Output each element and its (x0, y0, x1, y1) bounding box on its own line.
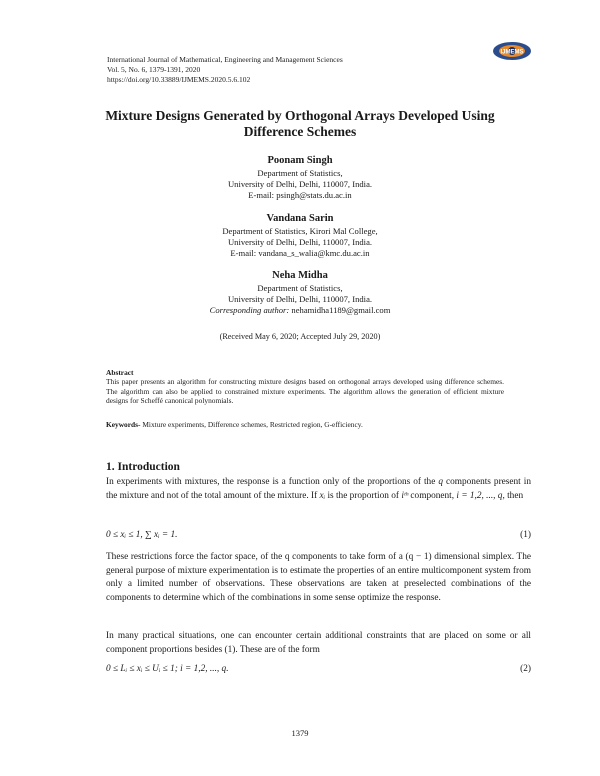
author-dept: Department of Statistics, (257, 283, 343, 293)
journal-doi[interactable]: https://doi.org/10.33889/IJMEMS.2020.5.6.102 (107, 75, 251, 84)
equation-2-body: 0 ≤ Lᵢ ≤ xᵢ ≤ Uᵢ ≤ 1; i = 1,2, ..., q. (106, 664, 229, 674)
author-1 (150, 153, 450, 201)
keywords-label: Keywords- (106, 420, 141, 429)
logo-text: IJMEMS (500, 49, 524, 56)
author-univ: University of Delhi, Delhi, 110007, India. (227, 237, 373, 247)
equation-1-body: 0 ≤ xᵢ ≤ 1, ∑ xᵢ = 1. (106, 530, 178, 540)
paragraph-2: These restrictions force the factor space, of the q components to take form of a (q − 1) dimensional simplex. The general purpose of mixture experimentation is to estimate the properties of an entire multicomponent system from only a limited number of observations. These observations are taken at preselected combinations of the components to determine which of the combinations in some sense optimize the response. (106, 552, 531, 603)
page-number: 1379 (291, 728, 309, 738)
keywords-text: Mixture experiments, Difference schemes, Restricted region, G-efficiency. (140, 420, 363, 429)
equation-2 (106, 664, 531, 674)
math-range: i = 1,2, ..., q (456, 491, 503, 501)
title-line-1: Mixture Designs Generated by Orthogonal Arrays Developed Using (105, 108, 495, 123)
paragraph-3: In many practical situations, one can encounter certain additional constraints that are placed on some or all component proportions besides (1). These are of the form (106, 631, 531, 655)
equation-1-number: (1) (520, 530, 531, 540)
math-q: q (438, 477, 443, 487)
text-run: , then (502, 491, 524, 501)
equation-2-number: (2) (520, 664, 531, 674)
received-dates: (Received May 6, 2020; Accepted July 29, 2020) (219, 332, 381, 341)
abstract (106, 368, 504, 406)
author-dept: Department of Statistics, Kirori Mal College, (222, 226, 378, 236)
keywords (106, 420, 504, 429)
corresponding-label: Corresponding author: (209, 305, 290, 315)
abstract-text: This paper presents an algorithm for constructing mixture designs based on orthogonal arrays developed using difference schemes. The algorithm can also be applied to constrained mixture experiments. The algorithm allows the generation of efficient mixture designs for Scheffé canonical polynomials. (106, 377, 504, 406)
author-univ: University of Delhi, Delhi, 110007, India. (227, 179, 373, 189)
author-email[interactable]: nehamidha1189@gmail.com (291, 305, 391, 315)
journal-logo (492, 41, 532, 61)
author-name: Vandana Sarin (266, 213, 334, 224)
text-run: is the proportion of (325, 491, 402, 501)
text-run: component, (408, 491, 457, 501)
abstract-heading: Abstract (106, 368, 134, 377)
text-run: components present in the mixture and not of the total amount of the mixture. If (106, 477, 531, 501)
section-heading: 1. Introduction (106, 461, 180, 473)
title-line-2: Difference Schemes (243, 124, 357, 139)
author-univ: University of Delhi, Delhi, 110007, India. (227, 294, 373, 304)
author-email[interactable]: E-mail: vandana_s_walia@kmc.du.ac.in (230, 248, 370, 258)
author-dept: Department of Statistics, (257, 168, 343, 178)
paper-title (100, 108, 500, 140)
journal-name: International Journal of Mathematical, Engineering and Management Sciences (107, 55, 343, 64)
journal-header (107, 55, 343, 85)
paragraph-1 (106, 475, 531, 503)
text-run: In experiments with mixtures, the response is a function only of the proportions of the (106, 477, 439, 487)
equation-1 (106, 530, 531, 540)
journal-volume: Vol. 5, No. 6, 1379-1391, 2020 (107, 65, 201, 74)
author-name: Neha Midha (272, 270, 328, 281)
author-name: Poonam Singh (267, 155, 333, 166)
math-xi: xᵢ (319, 491, 326, 501)
math-ith: iᵗʰ (401, 491, 409, 501)
author-email[interactable]: E-mail: psingh@stats.du.ac.in (248, 190, 352, 200)
author-3 (150, 268, 450, 316)
author-2 (150, 211, 450, 259)
corresponding-line (150, 305, 450, 316)
